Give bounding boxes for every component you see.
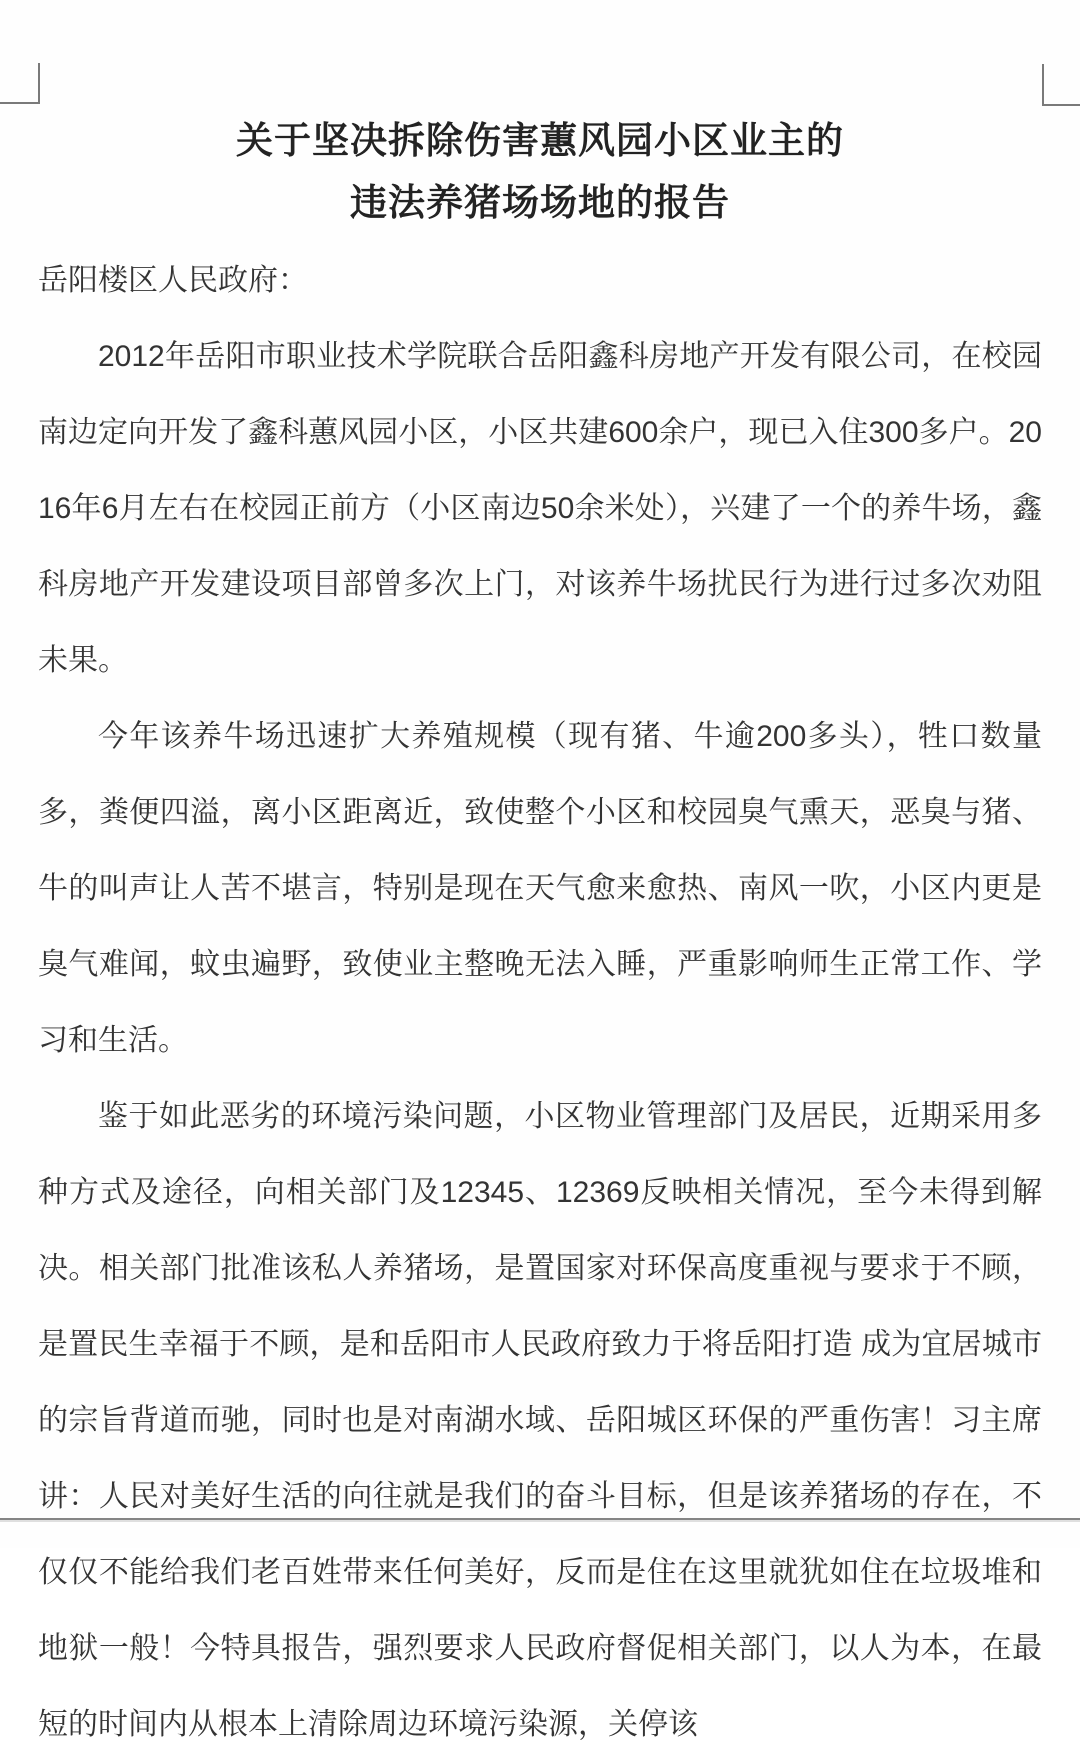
document-body (38, 243, 1042, 1763)
document-title (0, 110, 1080, 234)
scan-corner-mark-right-vertical (1042, 64, 1044, 106)
document-title-line-2: 违法养猪场场地的报告 (350, 182, 730, 223)
paragraph-3: 鉴于如此恶劣的环境污染问题，小区物业管理部门及居民，近期采用多种方式及途径，向相关部门及12345、12369反映相关情况，至今未得到解决。相关部门批准该私人养猪场，是置国家对环保高度重视与要求于不顾，是置民生幸福于不顾，是和岳阳市人民政府致力于将岳阳打造 成为宜居城市的宗旨背道而驰，同时也是对南湖水域、岳阳城区环保的严重伤害！习主席讲：人民对美好生活的向往就是我们的奋斗目标，但是该养猪场的存在，不仅仅不能给我们老百姓带来任何美好，反而是住在这里就犹如住在垃圾堆和地狱一般！今特具报告，强烈要求人民政府督促相关部门，以人为本，在最短的时间内从根本上清除周边环境污染源，关停该 (38, 1100, 1042, 1741)
scan-corner-mark-left-horizontal (0, 102, 40, 104)
paragraph-1: 2012年岳阳市职业技术学院联合岳阳鑫科房地产开发有限公司，在校园南边定向开发了鑫科蕙风园小区，小区共建600余户，现已入住300多户。2016年6月左右在校园正前方（小区南边50余米处），兴建了一个的养牛场，鑫科房地产开发建设项目部曾多次上门，对该养牛场扰民行为进行过多次劝阻未果。 (38, 340, 1043, 677)
paragraph-2: 今年该养牛场迅速扩大养殖规模（现有猪、牛逾200多头），牲口数量多，粪便四溢，离小区距离近，致使整个小区和校园臭气熏天，恶臭与猪、牛的叫声让人苦不堪言，特别是现在天气愈来愈热、南风一吹，小区内更是臭气难闻，蚊虫遍野，致使业主整晚无法入睡，严重影响师生正常工作、学习和生活。 (38, 720, 1042, 1057)
scan-corner-mark-left-vertical (38, 63, 40, 104)
salutation: 岳阳楼区人民政府： (38, 264, 308, 297)
scan-corner-mark-right-horizontal (1042, 104, 1080, 106)
document-title-line-1: 关于坚决拆除伤害蕙风园小区业主的 (236, 120, 844, 161)
page-bottom-edge-line (0, 1518, 1080, 1520)
